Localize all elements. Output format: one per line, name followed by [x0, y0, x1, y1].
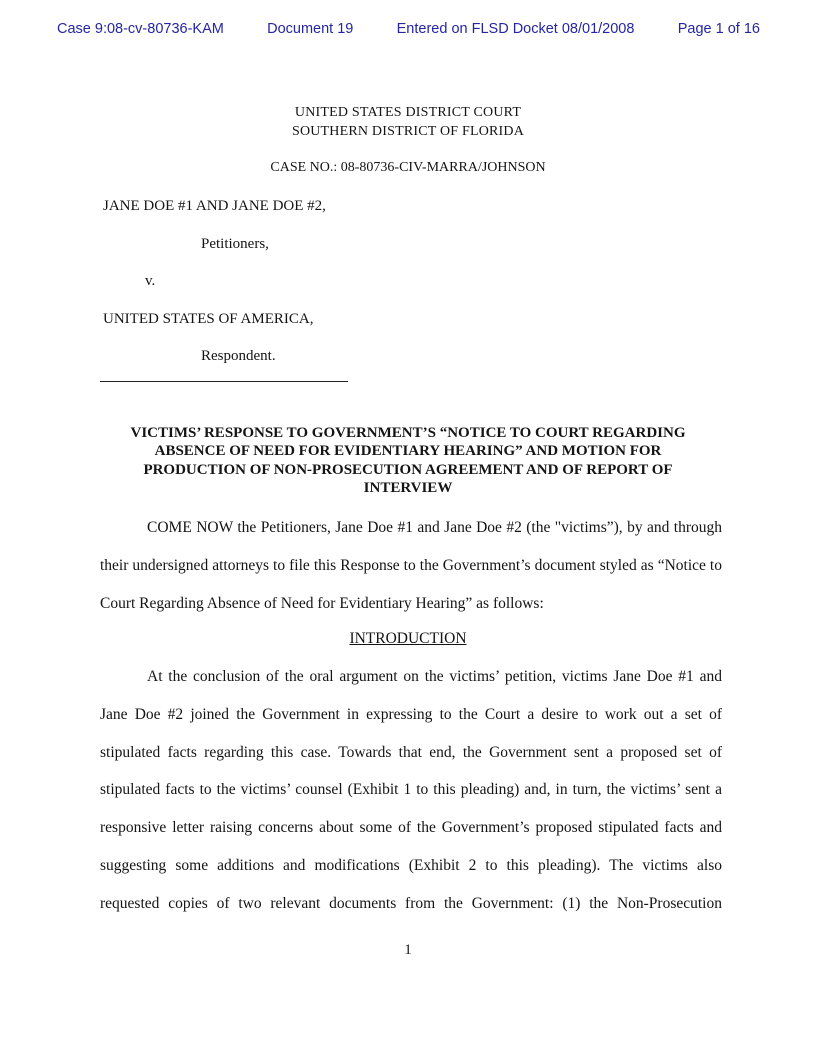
- court-name: UNITED STATES DISTRICT COURT: [294, 105, 522, 120]
- case-number-line: CASE NO.: 08-80736-CIV-MARRA/JOHNSON: [270, 160, 546, 175]
- versus: v.: [145, 273, 156, 289]
- case-caption: [103, 188, 348, 382]
- pacer-case-number: Case 9:08-cv-80736-KAM: [57, 21, 224, 37]
- introduction-heading: [0, 625, 816, 653]
- pacer-header: [57, 21, 760, 37]
- court-district: SOUTHERN DISTRICT OF FLORIDA: [291, 124, 525, 139]
- document-title-line: ABSENCE OF NEED FOR EVIDENTIARY HEARING” AND MOTION FOR: [154, 443, 662, 460]
- court-heading: [0, 103, 816, 141]
- respondent-name: UNITED STATES OF AMERICA,: [103, 310, 314, 327]
- pacer-document-number: Document 19: [267, 21, 354, 37]
- petitioners-names: JANE DOE #1 AND JANE DOE #2,: [103, 198, 326, 214]
- pacer-docket-entry: Entered on FLSD Docket 08/01/2008: [396, 21, 635, 37]
- introduction-heading-text: INTRODUCTION: [349, 630, 467, 647]
- body-paragraph-2: At the conclusion of the oral argument on the victims’ petition, victims Jane Doe #1 and Jane Doe #2 joined the Government in expressing to the Court a desire to work out a set of stipulated facts regarding this case. Towards that end, the Government sent a proposed set of stipulated facts to the victims’ counsel (Exhibit 1 to this pleading) and, in turn, the victims’ sent a responsive letter raising concerns about some of the Government’s proposed stipulated facts and suggesting some additions and modifications (Exhibit 2 to this pleading). The victims also requested copies of two relevant documents from the Government: (1) the Non-Prosecution: [100, 668, 722, 912]
- petitioners-label: Petitioners,: [201, 235, 269, 252]
- document-title-line: PRODUCTION OF NON-PROSECUTION AGREEMENT AND OF REPORT OF: [143, 461, 673, 478]
- pacer-page-count: Page 1 of 16: [677, 21, 760, 37]
- document-title-line: INTERVIEW: [363, 480, 453, 497]
- page-number: 1: [404, 942, 412, 958]
- body-paragraph-1: COME NOW the Petitioners, Jane Doe #1 and Jane Doe #2 (the "victims”), by and through their undersigned attorneys to file this Response to the Government’s document styled as “Notice to Court Regarding Absence of Need for Evidentiary Hearing” as follows:: [100, 519, 722, 612]
- document-title-line: VICTIMS’ RESPONSE TO GOVERNMENT’S “NOTICE TO COURT REGARDING: [130, 425, 686, 441]
- caption-divider-rule: [100, 381, 348, 382]
- document-title: [70, 424, 746, 498]
- respondent-label: Respondent.: [201, 348, 276, 364]
